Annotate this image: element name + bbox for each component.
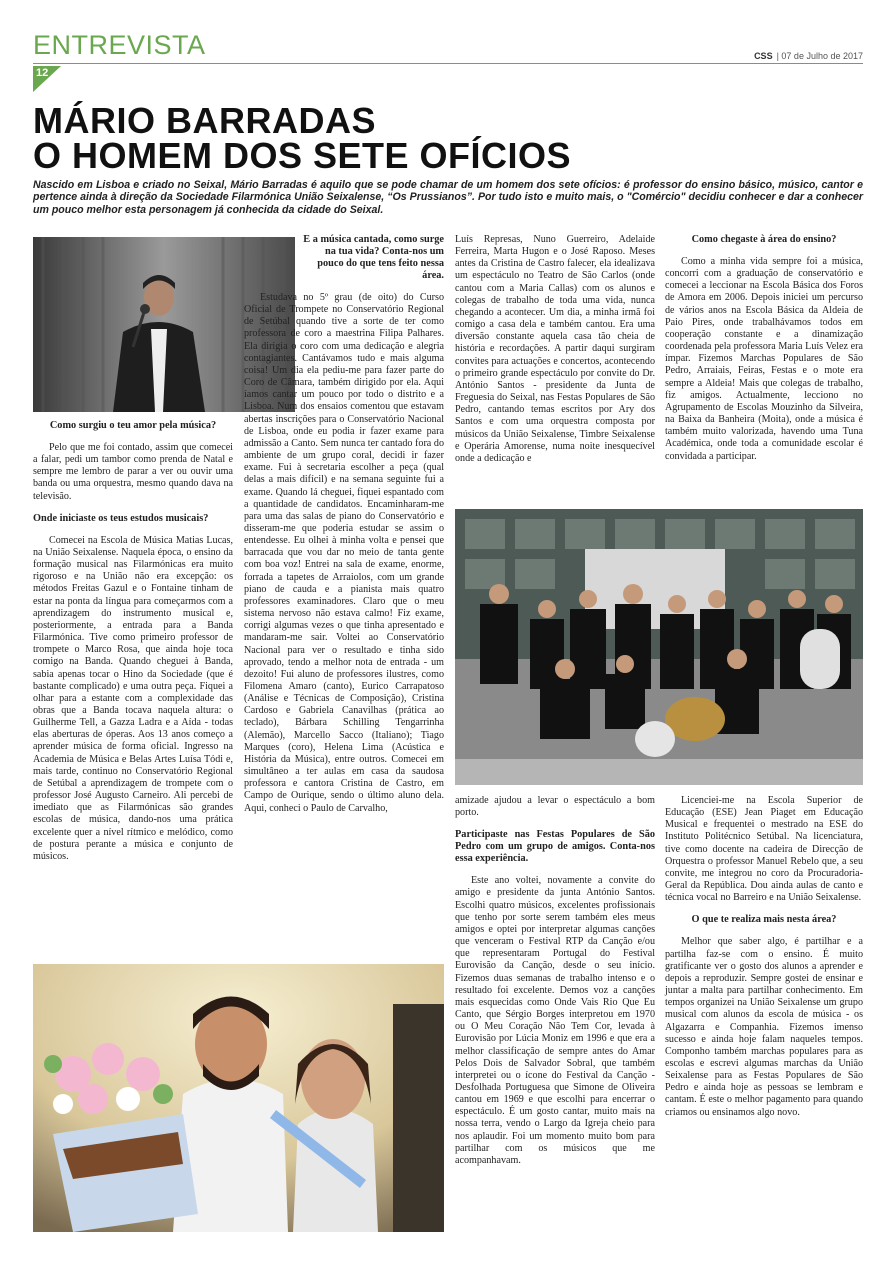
section-title: ENTREVISTA [33,30,206,60]
column-3 [455,234,655,475]
answer: Licenciei-me na Escola Superior de Educação (ESE) Jean Piaget em Educação Musical e frequentei o mestrado na ESE do Instituto Politécnico Setúbal. Na licenciatura, tive como docente na cadeira de Direcção de Orquestra o professor Manuel Rebelo que, a seu convite, me integrou no coro da Procuradoria-Geral da República. Dou ainda aulas de canto e técnica vocal no Barreiro e na União Seixalense. [665,795,863,904]
publication-name: CSS [754,51,773,61]
publication-info: CSS | 07 de Julho de 2017 [754,51,863,61]
answer: Luís Represas, Nuno Guerreiro, Adelaide Ferreira, Marta Hugon e o José Raposo. Meses antes da Cristina de Castro falecer, ela idealizava um espectáculo no Teatro de São Carlos (onde cantou com a Maria Callas) com os alunos e colegas de trabalho de toda uma vida, nunca chegando a acontecer. Um dia, a minha irmã foi comigo a casa dela e também cantou. Era uma diversão constante aquela casa tão cheia de história e recordações. A partir daqui surgiram convites para actuações e concertos, acontecendo o primeiro grande espectáculo por convite do Dr. António Santos - presidente da Junta de Freguesia do Seixal, nas Festas Populares de São Pedro, cantando temas escritos por Ary dos Santos e com uma orquestra composta por músicos da União Seixalense, Timbre Seixalense e Operária Amorense, numa noite inesquecível onde a dedicação e [455,234,655,464]
title-line-2: O HOMEM DOS SETE OFÍCIOS [33,135,572,176]
question: O que te realiza mais nesta área? [691,914,837,926]
article-lead: Nascido em Lisboa e criado no Seixal, Mário Barradas é aquilo que se pode chamar de um homem dos sete ofícios: é professor do ensino básico, músico, cantor e pertence ainda à direção da Sociedade Filarmónica União Seixalense, “Os Prussianos”. Por tudo isto e muito mais, o "Comércio" decidiu conhecer e dar a conhecer um pouco melhor esta personagem já conhecida da cidade do Seixal. [33,179,863,216]
answer: Como a minha vida sempre foi a música, concorri com a graduação de conservatório e comecei a leccionar na Escola Básica dos Foros de Amora em 2006. Depois iniciei um percurso de vários anos na Escola Básica da Aldeia de Paio Pires, onde trabalhávamos todos em cooperação constante e a dinamização coordenada pela professora Maria Luís Velez era ímpar. Fizemos Marchas Populares de São Pedro, Arraiais, Feiras, Festas e o mote era sempre a Aldeia! Mais que colegas de trabalho, fiz amigos. Actualmente, lecciono no Agrupamento de Escolas Mouzinho da Silveira, na Baixa da Banheira (Moita), onde a música é também muito valorizada, havendo uma Tuna Académica, onde toda a comunidade escolar é convidada a participar. [665,256,863,462]
answer: Pelo que me foi contado, assim que comecei a falar, pedi um tambor como prenda de Natal e sempre me lembro de parar a ver ou ouvir uma banda ou uma orquestra, mesmo quando dava na televisão. [33,442,233,502]
answer: Estudava no 5º grau (de oito) do Curso Oficial de Trompete no Conservatório Regional de Setúbal quando tive a sorte de ter como professora de coro a maestrina Filipa Palhares. Ela dirigia o coro com uma dedicação e alegria contagiantes. Cantávamos tudo e mais alguma coisa! Um dia ela pediu-me para fazer parte do Coro de Câmara, também dirigido por ela. Aqui íamos cantar um pouco por todo o distrito e a Lisboa. Num dos ensaios comentou que estavam abertas inscrições para o Conservatório Nacional de Lisboa, onde eu podia ir fazer exame para admissão a Canto. Sem nunca ter cantado fora do ambiente de um grupo coral, decidi ir fazer exame. Fui à secretaria escolher a peça (qual delas a mais difícil) e na semana seguinte fui a exame. Quando lá cheguei, fiquei espantado com a quantidade de candidatos. Encaminharam-me para uma das salas de piano do Conservatório e disseram-me que poderia estudar se assim o entendesse. Eu olhei à minha volta e pensei que barracada que vou dar no meio de tanta gente com boa voz! Entrei na sala de exame, enorme, forrada a tapetes de Arraiolos, com um grande piano de cauda e a pianista mais quatro professores examinadores. Claro que o meu sistema nervoso não estava calmo! Fiz exame, corrigi algumas vezes o que tinha apresentado e mandaram-me sair. Voltei ao Conservatório Nacional para ver o resultado e tinha sido aprovado, tendo a melhor nota de entrada - um dezoito! Fui aluno de professores ilustres, como Filomena Amaro (canto), Eurico Carrapatoso (Análise e Técnicas de Composição), Cristina Cardoso e Gabriela Canavilhas (prática ao teclado), Bárbara Schilling Tengarrinha (Alemão), Marcello Sacco (Italiano); Tiago Marques (coro), Helena Lima (Acústica e História da Música), entre outros. Comecei em simultâneo a ter aulas em casa da saudosa professora e cantora Cristina de Castro, em Campo de Ourique, sendo o último aluno dela. Aqui, conheci o Paulo de Carvalho, [244,292,444,814]
issue-date: 07 de Julho de 2017 [781,51,863,61]
answer: Melhor que saber algo, é partilhar e a partilha faz-se com o ensino. É muito gratificante ver o gosto dos alunos a aprender e depois a reproduzir. Sempre gostei de ensinar e juntar a malta para partilhar conhecimento. Em tempos organizei na União Seixalense um grupo musical com alunos da escola de música - os Algazarra e Companhia. Fizemos imenso sucesso e ainda hoje falam naqueles tempos. Componho também marchas populares para as escolas e escrevi algumas marchas da União Seixalense para as Festas Populares de São Pedro e ainda hoje as pessoas se lembram e cantam. É este o melhor pagamento para quando criamos ou ensinamos algo novo. [665,936,863,1118]
column-4-bottom [665,795,863,1129]
question: Participaste nas Festas Populares de São Pedro com um grupo de amigos. Conta-nos essa experiência. [455,829,655,865]
photo-band-group [455,509,863,785]
photo-festival-couple [33,964,444,1232]
question: E a música cantada, como surge na tua vida? Conta-nos um pouco do que tens feito nessa área. [303,234,444,281]
article-title [33,100,572,176]
column-4-top [665,234,863,473]
answer: Este ano voltei, novamente a convite do amigo e presidente da junta António Santos. Escolhi quatro músicos, excelentes profissionais que tenho por sorte serem também eles meus amigos e optei por interpretar algumas canções que venceram o Festival RTP da Canção e/ou que representaram Portugal do Festival Eurovisão da Canção, desde o seu início. Fizemos duas semanas de trabalho intenso e o resultado foi excelente. Demos voz a canções mais esquecidas como Onde Vais Rio Que Eu Canto, que Sérgio Borges interpretou em 1970 ou O Meu Coração Não Tem Cor, levada à Eurovisão por Lúcia Moniz em 1996 e que era a melhor classificação de sempre antes do Amar Pelos Dois de Salvador Sobral, que também interpretei ou o ícone do Festival da Canção - Desfolhada Portuguesa que Simone de Oliveira cantou em 1969 e que escolhi para encerrar o espectáculo. É um gosto cantar, muito mais na nossa terra, vendo o Largo da Igreja cheio para nos aplaudir. Foi um momento muito bom para partilhar com os músicos que me acompanhavam. [455,875,655,1166]
column-3-bottom [455,795,655,1177]
column-2 [244,234,444,825]
question: Onde iniciaste os teus estudos musicais? [33,512,209,524]
title-line-1: MÁRIO BARRADAS [33,100,376,141]
question: Como chegaste à área do ensino? [691,234,837,245]
column-1 [33,420,233,873]
answer: Comecei na Escola de Música Matias Lucas, na União Seixalense. Naquela época, o ensino da formação musical nas Filarmónicas era muito rigoroso e na União não era excepção: os métodos Freitas Gazul e o Fontaine tinham de estar na ponta da língua para começarmos com a aprendizagem do instrumento musical e, posteriormente, a entrada para a Banda Filarmónica. Tive como primeiro professor de trompete o Marco Rosa, que ainda hoje toca comigo na Banda. Quando cheguei à Banda, sabia apenas tocar o Hino da Sociedade (que é bastante complicado) e uma outra peça. Fiquei a olhar para a estante com a complexidade das obras que a Banda tocava naquela altura: o Guilherme Tell, a Gazza Ladra e a Aída - todas elas aberturas de óperas. Aos 13 anos começo a aprender música de forma oficial. Ingresso na Academia de Música e Belas Artes Luísa Tódi e, mais tarde, continuo no Conservatório Regional de Setúbal a aprendizagem de trompete com o professor José Augusto Carneiro. Ali percebi de imediato que as Filarmónicas são grandes escolas de música, dando-nos uma prática excelente quer a nível rítmico e melódico, como de postura perante a música e conjunto de músicos. [33,534,233,862]
answer: amizade ajudou a levar o espectáculo a bom porto. [455,795,655,819]
question: Como surgiu o teu amor pela música? [49,420,217,431]
header-rule [33,63,863,64]
page-number: 12 [36,67,49,79]
